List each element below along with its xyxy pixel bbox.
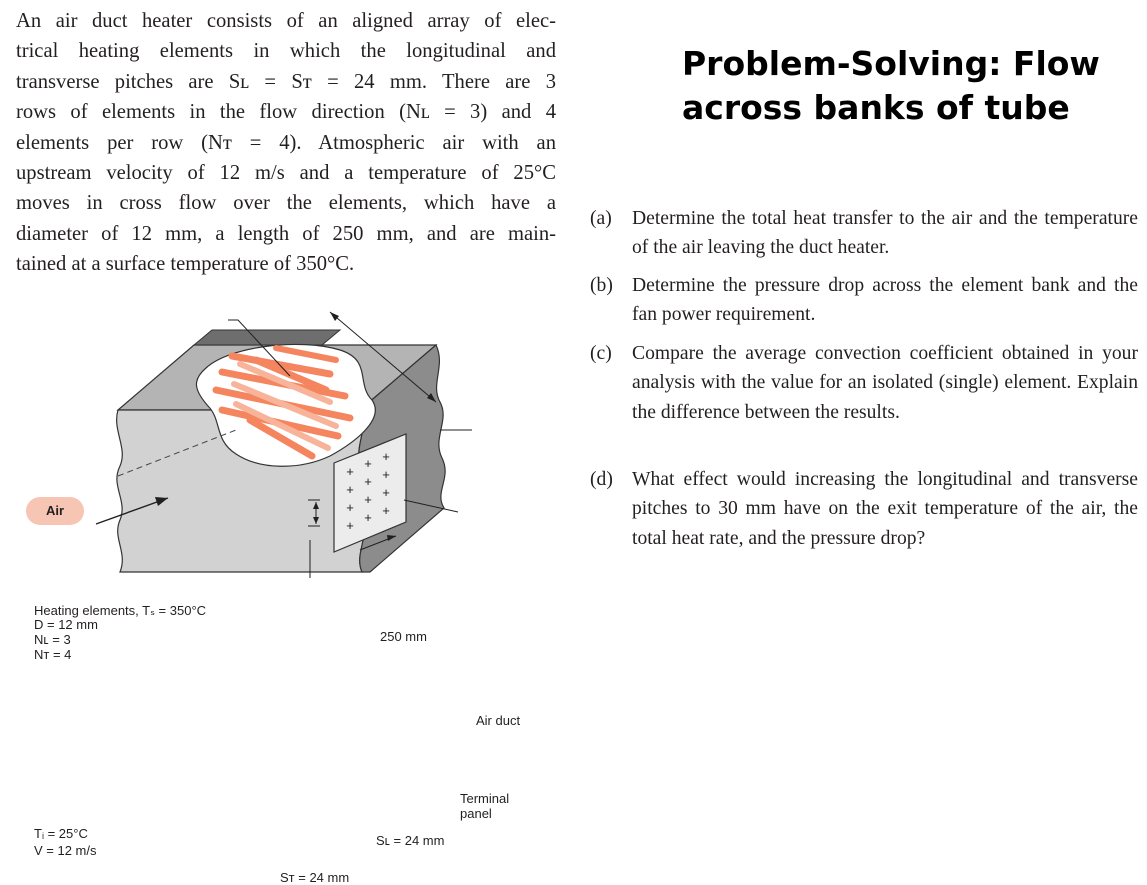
st-label: Sᴛ = 24 mm: [280, 870, 350, 885]
slide-title: [682, 42, 1122, 130]
sl-label: Sʟ = 24 mm: [376, 833, 445, 848]
question-c: [590, 339, 1138, 427]
svg-text:+: +: [346, 464, 354, 479]
svg-text:+: +: [346, 500, 354, 515]
question-text: What effect would increasing the longitudinal and transverse pitches to 30 mm have on the exit temperature of the air, the total heat rate, and the pressure drop?: [632, 469, 1138, 549]
question-label: (b): [590, 275, 613, 296]
length-label: 250 mm: [380, 629, 427, 644]
diameter-label: D = 12 mm: [34, 617, 98, 632]
question-label: (a): [590, 208, 612, 229]
svg-text:+: +: [364, 510, 372, 525]
panel-label: panel: [460, 806, 492, 821]
heating-elements-label: Heating elements, Tₛ = 350°C: [34, 603, 207, 618]
air-duct-label: Air duct: [476, 713, 521, 728]
question-label: (d): [590, 469, 613, 490]
question-d: [590, 465, 1138, 553]
problem-line: elements per row (Nᴛ = 4). Atmospheric air with an: [16, 131, 556, 154]
rows-label: Nʟ = 3: [34, 632, 71, 647]
question-text: Compare the average convection coefficient obtained in your analysis with the value for an isolated (single) element. Explain the difference between the results.: [632, 343, 1138, 423]
svg-text:+: +: [346, 518, 354, 533]
problem-statement: [16, 6, 556, 280]
title-line-1: Problem-Solving: Flow: [682, 44, 1100, 83]
problem-line: rows of elements in the flow direction (Nʟ = 3) and 4: [16, 101, 556, 124]
question-text: Determine the total heat transfer to the air and the temperature of the air leaving the duct heater.: [632, 208, 1138, 259]
svg-text:+: +: [364, 492, 372, 507]
air-badge: Air: [26, 497, 84, 525]
svg-text:+: +: [346, 482, 354, 497]
problem-line: diameter of 12 mm, a length of 250 mm, and are main-: [16, 222, 556, 245]
duct-heater-diagram: [0, 290, 560, 606]
problem-line: moves in cross flow over the elements, which have a: [16, 192, 556, 215]
problem-line: upstream velocity of 12 m/s and a temperature of 25°C: [16, 162, 556, 185]
question-text: Determine the pressure drop across the element bank and the fan power requirement.: [632, 275, 1138, 326]
duct-top-rail: [194, 330, 340, 345]
problem-line: trical heating elements in which the longitudinal and: [16, 40, 556, 63]
svg-text:+: +: [382, 467, 390, 482]
duct-heater-figure: [0, 290, 560, 885]
terminal-label: Terminal: [460, 791, 510, 806]
inlet-temperature-label: Tᵢ = 25°C: [34, 826, 88, 841]
question-a: [590, 204, 1138, 263]
question-label: (c): [590, 343, 612, 364]
problem-line: transverse pitches are Sʟ = Sᴛ = 24 mm. There are 3: [16, 70, 556, 93]
question-b: [590, 271, 1138, 330]
elements-per-row-label: Nᴛ = 4: [34, 647, 72, 662]
svg-text:+: +: [382, 503, 390, 518]
problem-line: An air duct heater consists of an aligned array of elec-: [16, 10, 556, 32]
problem-line: tained at a surface temperature of 350°C.: [16, 253, 355, 276]
svg-text:+: +: [382, 485, 390, 500]
velocity-label: V = 12 m/s: [34, 843, 97, 858]
title-line-2: across banks of tube: [682, 88, 1070, 127]
svg-text:+: +: [364, 474, 372, 489]
svg-text:+: +: [364, 456, 372, 471]
svg-text:+: +: [382, 449, 390, 464]
